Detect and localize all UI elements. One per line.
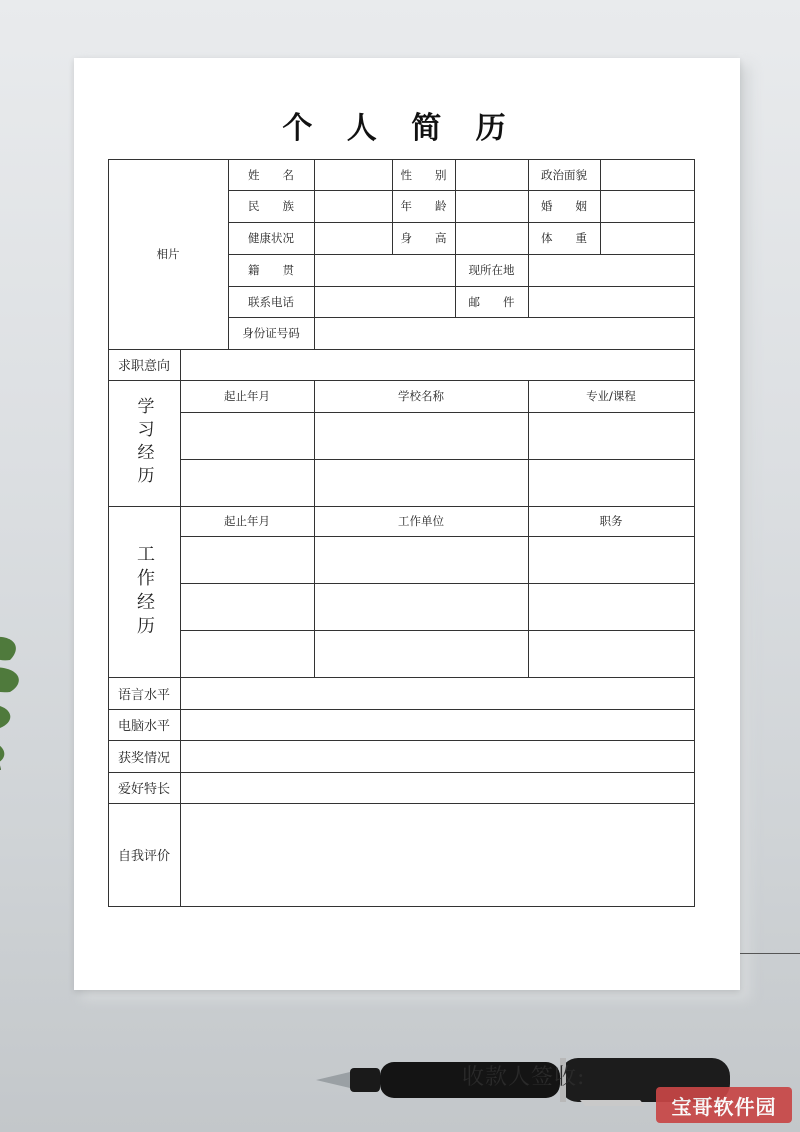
plant-leaf-icon (0, 600, 60, 820)
label-awards: 获奖情况 (117, 750, 170, 766)
field-native-place[interactable] (314, 254, 455, 286)
field-health[interactable] (314, 222, 392, 254)
watermark-badge: 宝哥软件园 (656, 1087, 792, 1123)
label-political: 政治面貌 (541, 167, 587, 182)
field-political[interactable] (600, 159, 694, 190)
field-marital[interactable] (600, 190, 694, 222)
desk-edge-line (740, 953, 800, 954)
field-job-intention[interactable] (180, 349, 694, 380)
label-id-number: 身份证号码 (242, 326, 300, 340)
label-health: 健康状况 (248, 231, 294, 245)
work-col-position: 职务 (599, 514, 623, 528)
label-height: 身 高 (400, 231, 447, 245)
field-phone[interactable] (314, 286, 455, 317)
field-weight[interactable] (600, 222, 694, 254)
resume-title: 个 人 简 历 (282, 111, 518, 146)
field-gender[interactable] (455, 159, 528, 190)
edu-col-school: 学校名称 (398, 389, 444, 403)
work-col-employer: 工作单位 (398, 514, 444, 528)
label-computer: 电脑水平 (117, 719, 170, 734)
field-current-address[interactable] (528, 254, 694, 286)
label-email: 邮 件 (468, 294, 515, 309)
edu-col-major: 专业/课程 (586, 389, 636, 403)
pen-paper-text: 收款人签收: (462, 1065, 586, 1090)
edu-col-period: 起止年月 (224, 389, 270, 403)
field-id-number[interactable] (314, 317, 694, 349)
field-email[interactable] (528, 286, 694, 317)
label-phone: 联系电话 (248, 294, 294, 309)
field-height[interactable] (455, 222, 528, 254)
label-native-place: 籍 贯 (248, 263, 294, 277)
label-job-intention: 求职意向 (117, 359, 170, 374)
label-current-address: 现所在地 (468, 263, 515, 277)
label-ethnicity: 民 族 (248, 199, 294, 213)
label-name: 姓 名 (248, 167, 294, 182)
label-gender: 性 别 (400, 167, 447, 182)
label-marital: 婚 姻 (541, 199, 587, 213)
section-education: 学习经历 (133, 397, 154, 489)
work-col-period: 起止年月 (224, 514, 270, 528)
label-language: 语言水平 (117, 687, 170, 703)
label-hobbies: 爱好特长 (117, 782, 170, 797)
field-name[interactable] (314, 159, 392, 190)
section-work: 工作经历 (134, 543, 155, 640)
label-self-evaluation: 自我评价 (117, 849, 170, 864)
label-weight: 体 重 (541, 231, 587, 245)
photo-label: 相片 (156, 247, 180, 261)
field-ethnicity[interactable] (314, 190, 392, 222)
field-age[interactable] (455, 190, 528, 222)
label-age: 年 龄 (400, 199, 447, 213)
